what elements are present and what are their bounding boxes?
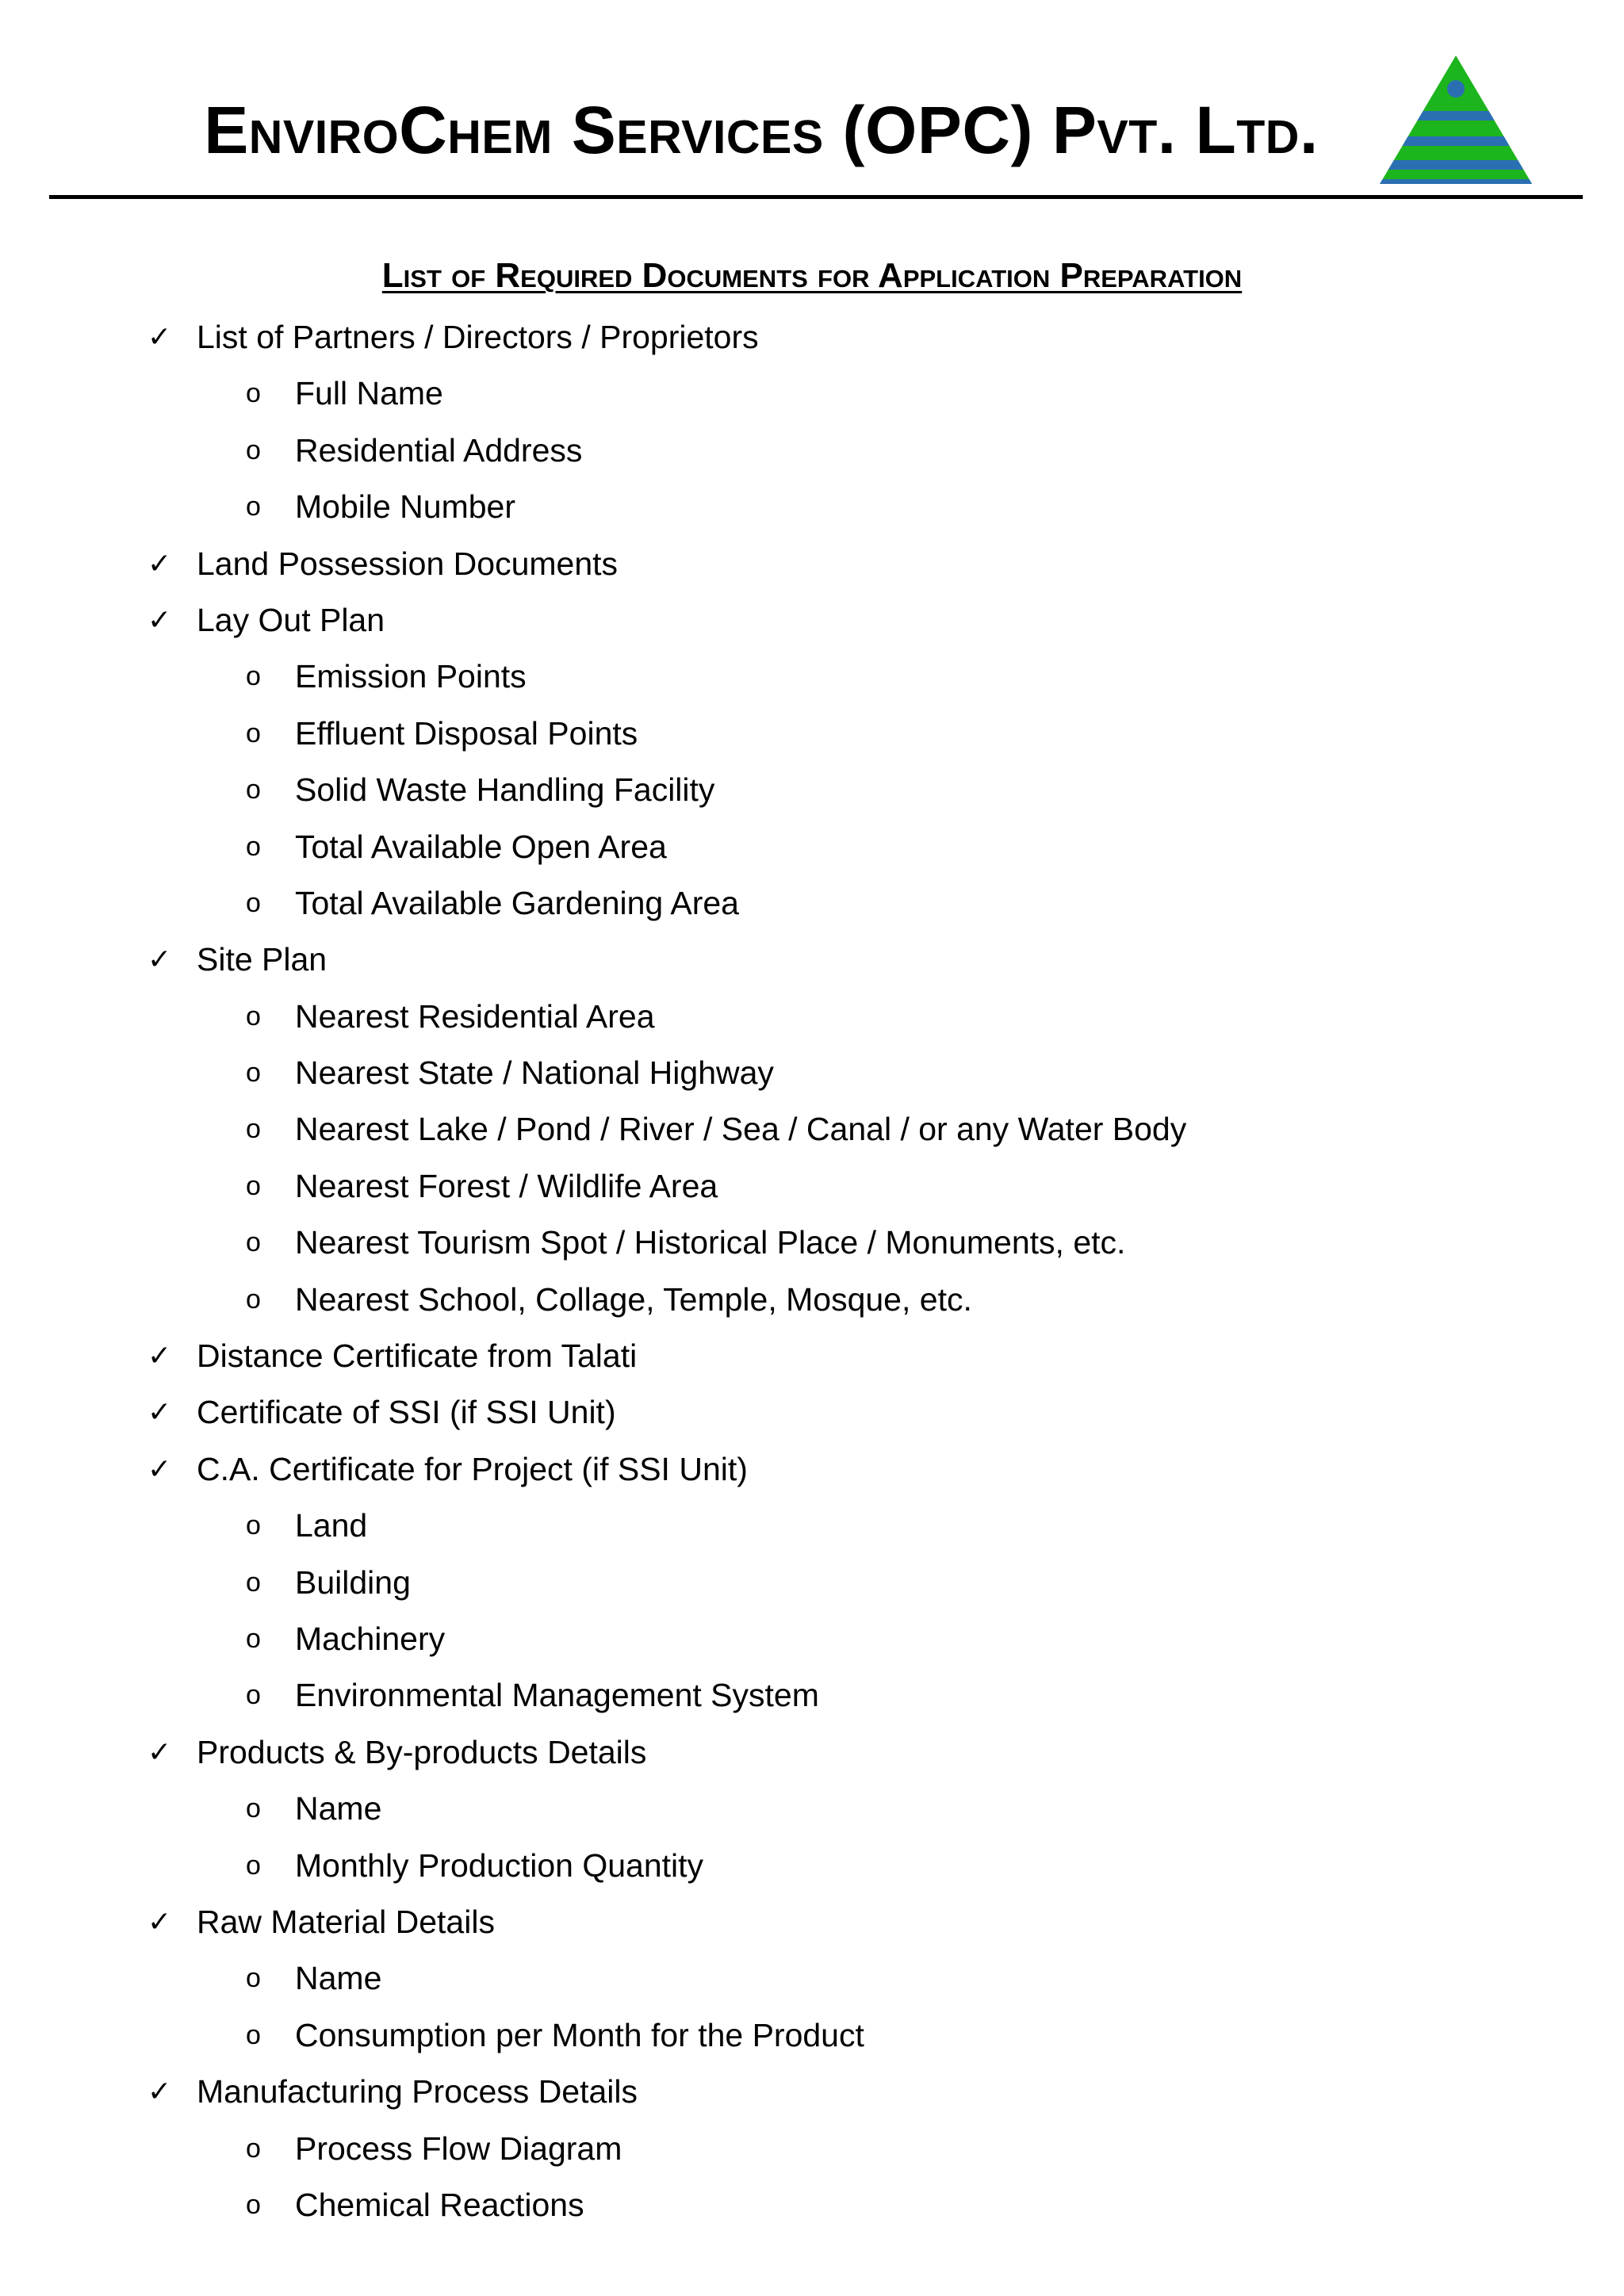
list-item-text: Emission Points <box>295 658 527 695</box>
list-item-text: Environmental Management System <box>295 1677 819 1714</box>
checkmark-icon: ✓ <box>147 1905 172 1938</box>
list-item-text: Land <box>295 1507 368 1544</box>
list-item-text: Full Name <box>295 375 443 412</box>
sub-list-item <box>0 989 1624 1045</box>
circle-bullet-icon: o <box>246 1058 261 1089</box>
sub-list-item <box>0 649 1624 705</box>
circle-bullet-icon: o <box>246 831 261 862</box>
circle-bullet-icon: o <box>246 718 261 748</box>
sub-list-item <box>0 423 1624 479</box>
sub-list-item <box>0 2177 1624 2233</box>
list-item <box>0 1384 1624 1441</box>
list-item-text: List of Partners / Directors / Proprietors <box>197 319 759 355</box>
circle-bullet-icon: o <box>246 492 261 522</box>
list-item-text: Chemical Reactions <box>295 2186 584 2223</box>
list-item-text: Building <box>295 1563 411 1601</box>
list-item-text: Residential Address <box>295 431 583 469</box>
sub-list-item <box>0 1838 1624 1894</box>
sub-list-item <box>0 762 1624 818</box>
list-item-text: Solid Waste Handling Facility <box>295 771 715 809</box>
sub-list-item <box>0 1045 1624 1101</box>
checkmark-icon: ✓ <box>147 547 172 580</box>
sub-list-item <box>0 1158 1624 1215</box>
list-item <box>0 932 1624 988</box>
sub-list-item <box>0 2007 1624 2064</box>
list-item-text: Consumption per Month for the Product <box>295 2016 864 2053</box>
sub-list-item <box>0 1215 1624 1271</box>
required-documents-list <box>0 309 1624 2233</box>
list-item-text: Nearest Forest / Wildlife Area <box>295 1167 718 1204</box>
list-item-text: Nearest State / National Highway <box>295 1054 774 1092</box>
circle-bullet-icon: o <box>246 378 261 409</box>
sub-list-item <box>0 365 1624 422</box>
header-divider <box>49 195 1583 199</box>
sub-list-item <box>0 1611 1624 1667</box>
sub-list-item <box>0 1950 1624 2007</box>
list-item-text: Distance Certificate from Talati <box>197 1337 638 1375</box>
list-item-text: Land Possession Documents <box>197 545 619 582</box>
circle-bullet-icon: o <box>246 1963 261 1994</box>
checkmark-icon: ✓ <box>147 603 172 637</box>
checkmark-icon: ✓ <box>147 943 172 977</box>
list-item-text: Mobile Number <box>295 488 515 526</box>
list-item-text: C.A. Certificate for Project (if SSI Unit) <box>197 1450 748 1487</box>
circle-bullet-icon: o <box>246 1170 261 1201</box>
sub-list-item <box>0 1101 1624 1158</box>
sub-list-item <box>0 2121 1624 2177</box>
list-item <box>0 2064 1624 2120</box>
sub-list-item <box>0 706 1624 762</box>
list-item <box>0 1894 1624 1950</box>
circle-bullet-icon: o <box>246 1284 261 1314</box>
circle-bullet-icon: o <box>246 2019 261 2050</box>
list-item-text: Nearest School, Collage, Temple, Mosque, etc. <box>295 1280 972 1318</box>
list-item <box>0 592 1624 649</box>
sub-list-item <box>0 1781 1624 1837</box>
circle-bullet-icon: o <box>246 2133 261 2164</box>
list-item <box>0 1724 1624 1781</box>
list-item-text: Total Available Gardening Area <box>295 884 739 921</box>
checkmark-icon: ✓ <box>147 1452 172 1486</box>
list-item-text: Lay Out Plan <box>197 601 385 638</box>
circle-bullet-icon: o <box>246 1114 261 1145</box>
circle-bullet-icon: o <box>246 661 261 692</box>
circle-bullet-icon: o <box>246 775 261 806</box>
list-item-text: Effluent Disposal Points <box>295 714 638 752</box>
sub-list-item <box>0 875 1624 932</box>
list-item-text: Nearest Tourism Spot / Historical Place / Monuments, etc. <box>295 1224 1126 1261</box>
checkmark-icon: ✓ <box>147 1396 172 1429</box>
circle-bullet-icon: o <box>246 1680 261 1711</box>
list-item-text: Name <box>295 1790 382 1827</box>
list-item-text: Name <box>295 1960 382 1997</box>
checkmark-icon: ✓ <box>147 2076 172 2109</box>
circle-bullet-icon: o <box>246 434 261 465</box>
sub-list-item <box>0 819 1624 875</box>
page-header <box>0 0 1624 206</box>
striped-triangle-logo-icon <box>1378 54 1534 186</box>
list-item-text: Site Plan <box>197 941 327 978</box>
list-item <box>0 1441 1624 1498</box>
list-item-text: Products & By-products Details <box>197 1733 647 1770</box>
company-name: EnviroChem Services (OPC) Pvt. Ltd. <box>204 93 1319 167</box>
circle-bullet-icon: o <box>246 1510 261 1541</box>
list-item-text: Certificate of SSI (if SSI Unit) <box>197 1394 616 1431</box>
sub-list-item <box>0 1555 1624 1611</box>
list-item-text: Monthly Production Quantity <box>295 1846 704 1884</box>
sub-list-item <box>0 1272 1624 1328</box>
list-item <box>0 309 1624 365</box>
list-item-text: Process Flow Diagram <box>295 2130 622 2167</box>
list-item <box>0 536 1624 592</box>
circle-bullet-icon: o <box>246 2189 261 2220</box>
circle-bullet-icon: o <box>246 887 261 918</box>
circle-bullet-icon: o <box>246 1001 261 1031</box>
circle-bullet-icon: o <box>246 1623 261 1654</box>
document-title: List of Required Documents for Application Preparation <box>381 256 1243 295</box>
list-item-text: Total Available Open Area <box>295 828 667 865</box>
sub-list-item <box>0 1667 1624 1724</box>
circle-bullet-icon: o <box>246 1227 261 1258</box>
list-item-text: Manufacturing Process Details <box>197 2073 638 2110</box>
checkmark-icon: ✓ <box>147 1340 172 1373</box>
checkmark-icon: ✓ <box>147 1735 172 1769</box>
list-item-text: Machinery <box>295 1620 446 1657</box>
list-item <box>0 1328 1624 1384</box>
circle-bullet-icon: o <box>246 1567 261 1598</box>
checkmark-icon: ✓ <box>147 321 172 354</box>
sub-list-item <box>0 479 1624 535</box>
list-item-text: Raw Material Details <box>197 1903 495 1940</box>
list-item-text: Nearest Lake / Pond / River / Sea / Canal / or any Water Body <box>295 1111 1187 1148</box>
list-item-text: Nearest Residential Area <box>295 997 655 1035</box>
circle-bullet-icon: o <box>246 1850 261 1881</box>
circle-bullet-icon: o <box>246 1793 261 1824</box>
sub-list-item <box>0 1498 1624 1554</box>
